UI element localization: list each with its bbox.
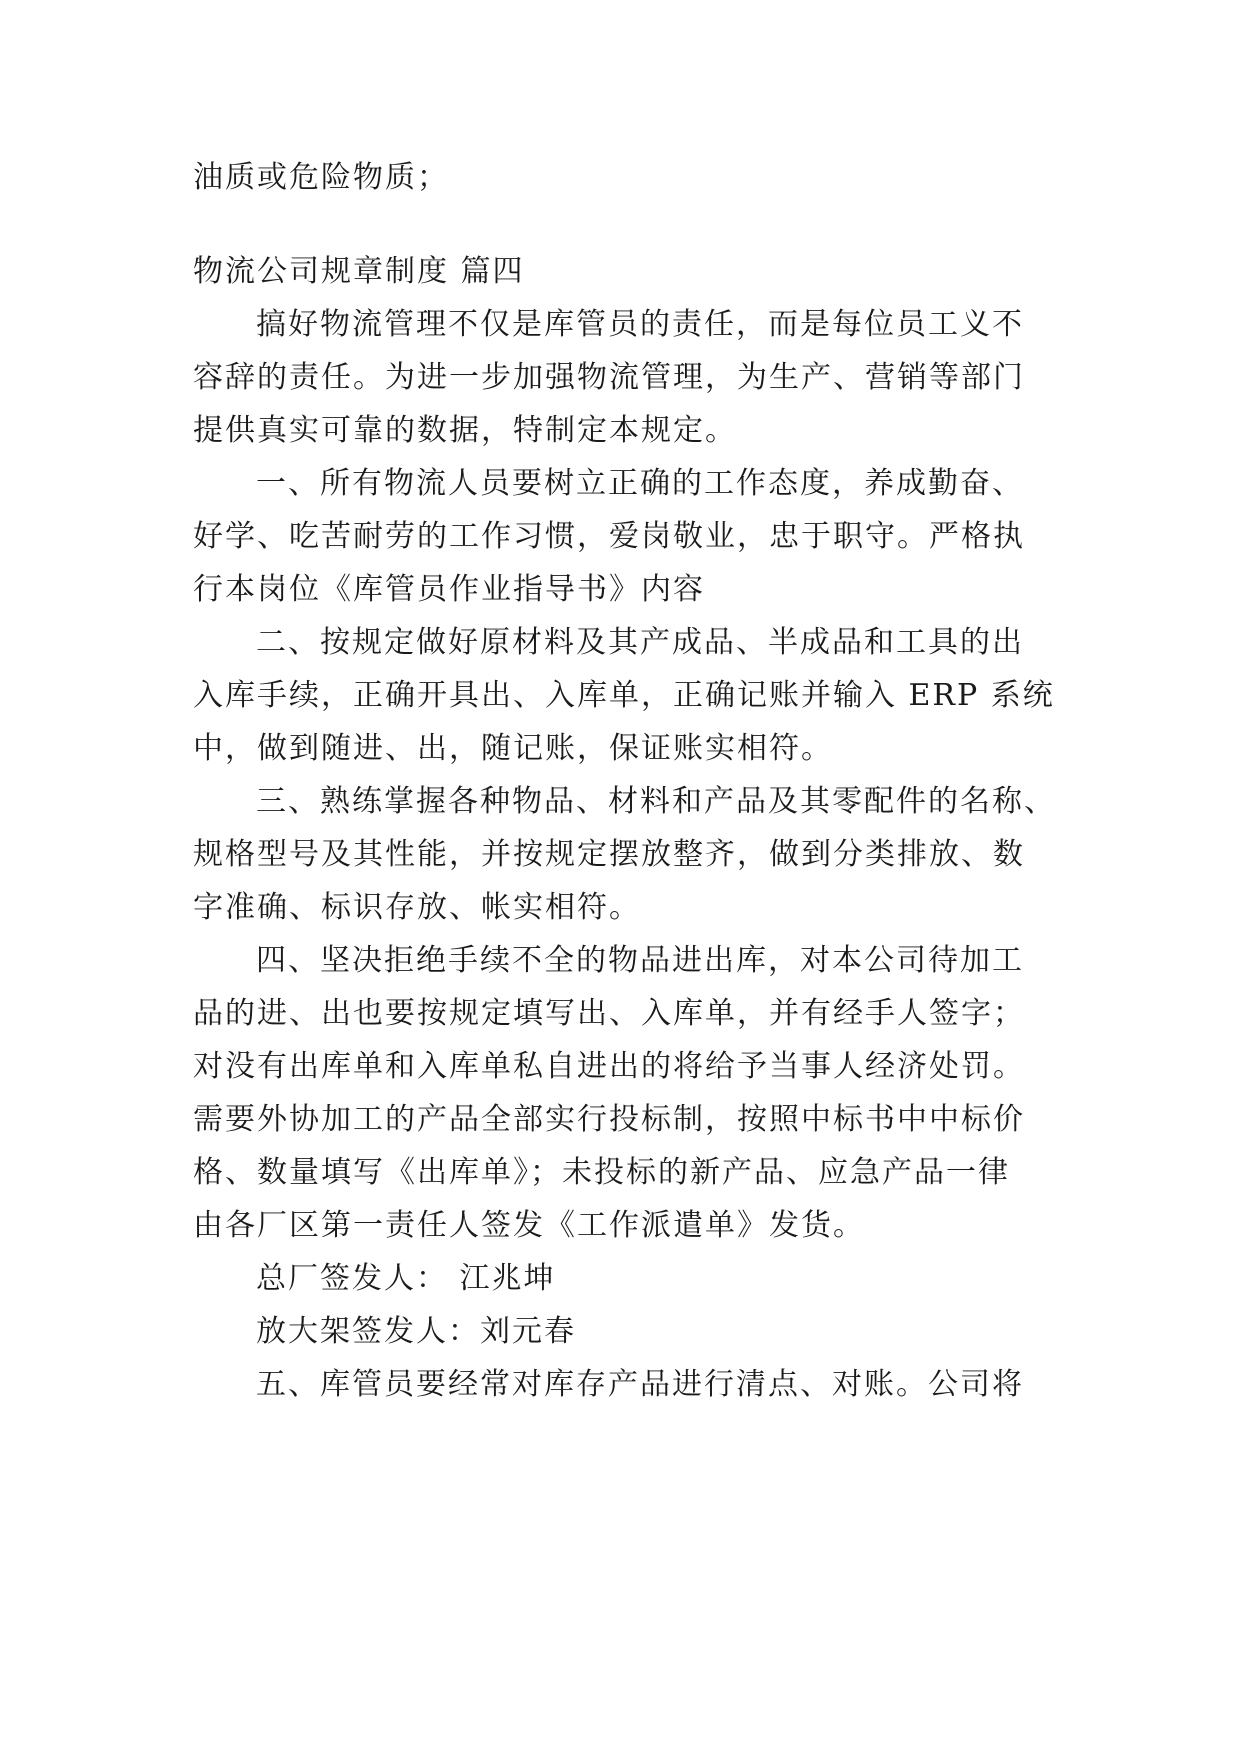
- paragraph-line: 规格型号及其性能，并按规定摆放整齐，做到分类排放、数: [193, 837, 1025, 872]
- paragraph-line: 容辞的责任。为进一步加强物流管理，为生产、营销等部门: [193, 360, 1025, 395]
- section-heading: 物流公司规章制度 篇四: [193, 254, 525, 289]
- paragraph-line: 提供真实可靠的数据，特制定本规定。: [193, 413, 737, 448]
- paragraph-line: 需要外协加工的产品全部实行投标制，按照中标书中中标价: [193, 1102, 1025, 1137]
- paragraph-line: 字准确、标识存放、帐实相符。: [193, 890, 641, 925]
- paragraph-line: 五、库管员要经常对库存产品进行清点、对账。公司将: [256, 1367, 1024, 1402]
- signatory-line: 总厂签发人： 江兆坤: [256, 1261, 556, 1296]
- paragraph-line: 品的进、出也要按规定填写出、入库单，并有经手人签字；: [193, 996, 1025, 1031]
- paragraph-line: 行本岗位《库管员作业指导书》内容: [193, 572, 705, 607]
- paragraph-line: 二、按规定做好原材料及其产成品、半成品和工具的出: [256, 625, 1024, 660]
- paragraph-line: 一、所有物流人员要树立正确的工作态度，养成勤奋、: [256, 466, 1024, 501]
- paragraph-line: 四、坚决拒绝手续不全的物品进出库，对本公司待加工: [256, 943, 1024, 978]
- paragraph-line: 三、熟练掌握各种物品、材料和产品及其零配件的名称、: [256, 784, 1056, 819]
- paragraph-line: 由各厂区第一责任人签发《工作派遣单》发货。: [193, 1208, 865, 1243]
- paragraph-line: 对没有出库单和入库单私自进出的将给予当事人经济处罚。: [193, 1049, 1025, 1084]
- paragraph-line: 入库手续，正确开具出、入库单，正确记账并输入 ERP 系统: [193, 678, 1055, 713]
- text-line: 油质或危险物质；: [193, 160, 449, 195]
- paragraph-line: 格、数量填写《出库单》；未投标的新产品、应急产品一律: [193, 1155, 1010, 1190]
- paragraph-line: 中，做到随进、出，随记账，保证账实相符。: [193, 731, 833, 766]
- paragraph-line: 搞好物流管理不仅是库管员的责任，而是每位员工义不: [256, 307, 1024, 342]
- paragraph-line: 好学、吃苦耐劳的工作习惯，爱岗敬业，忠于职守。严格执: [193, 519, 1025, 554]
- signatory-line: 放大架签发人：刘元春: [256, 1314, 576, 1349]
